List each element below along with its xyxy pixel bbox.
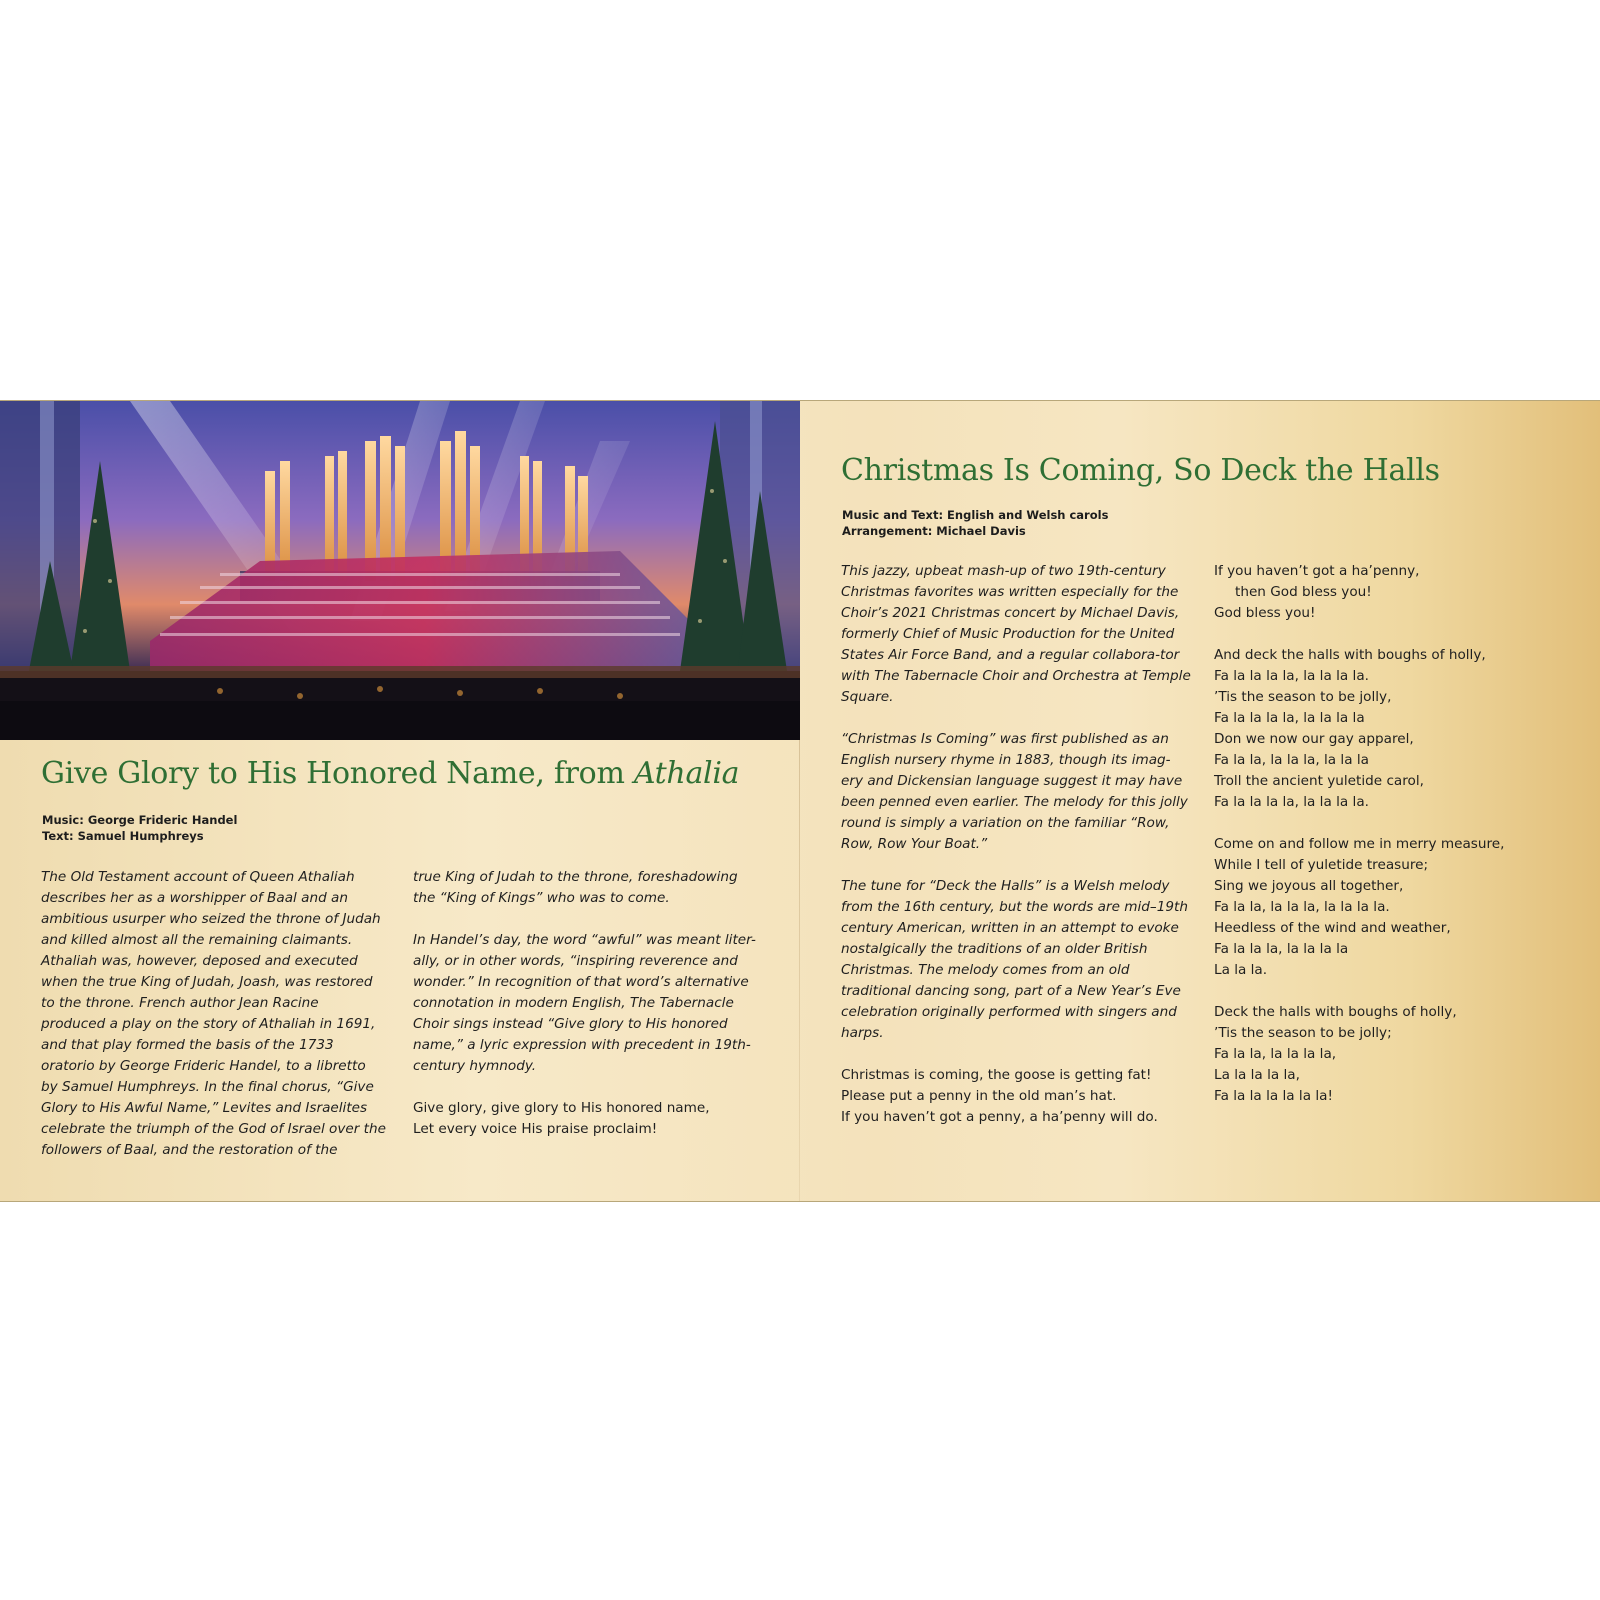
lyric-line: Give glory, give glory to His honored name, [413,1100,710,1116]
lyric-line: If you haven’t got a penny, a ha’penny will do. [841,1109,1158,1125]
lyrics-stanza-4 [1214,1002,1574,1107]
booklet-spread [0,400,1600,1202]
lyric-line: And deck the halls with boughs of holly, [1214,647,1486,663]
athalia-history-paragraph: The Old Testament account of Queen Athaliah describes her as a worshipper of Baal and an ambitious usurper who seized the throne of Judah and killed almost all the remaining claimants. Athaliah was, however, deposed and executed when the true King of Judah, Joash, was restored to the throne. French author Jean Racine produced a play on the story of Athaliah in 1691, and that play formed the basis of the 1733 oratorio by George Frideric Handel, to a libretto by Samuel Humphreys. In the final chorus, “Give Glory to His Awful Name,” Levites and Israelites celebrate the triumph of the God of Israel over the followers of Baal, and the restoration of the [41,869,386,1158]
lyric-line: Fa la la, la la la la, [1214,1046,1337,1062]
text-credit: Text: Samuel Humphreys [42,829,204,843]
right-column-2 [1214,561,1574,1107]
lyrics-stanza-2 [1214,645,1574,813]
right-column-1 [841,561,1191,1128]
lyric-line: Fa la la, la la la, la la la la. [1214,899,1390,915]
left-credits [42,812,237,844]
lyric-line: While I tell of yuletide treasure; [1214,857,1429,873]
lyric-line: Troll the ancient yuletide carol, [1214,773,1424,789]
king-of-kings-paragraph: true King of Judah to the throne, foreshadowing the “King of Kings” who was to come. [413,869,738,906]
lyric-line: Fa la la la la la la! [1214,1088,1333,1104]
christmas-is-coming-lyrics [841,1065,1191,1128]
lyric-line: Heedless of the wind and weather, [1214,920,1451,936]
lyric-line: La la la la la, [1214,1067,1300,1083]
left-lyrics [413,1098,758,1140]
lyric-line: Fa la la la la, la la la la [1214,710,1365,726]
lyric-line: If you haven’t got a ha’penny, [1214,563,1420,579]
lyric-line: Christmas is coming, the goose is getting fat! [841,1067,1152,1083]
lyric-line: Fa la la la, la la la la [1214,941,1349,957]
music-text-credit: Music and Text: English and Welsh carols [842,508,1109,522]
lyric-line: ’Tis the season to be jolly, [1214,689,1392,705]
lyric-line: Fa la la la la, la la la la. [1214,794,1369,810]
lyric-line: Please put a penny in the old man’s hat. [841,1088,1117,1104]
mashup-paragraph: This jazzy, upbeat mash-up of two 19th-century Christmas favorites was written especially for the Choir’s 2021 Christmas concert by Michael Davis, formerly Chief of Music Production for the United States Air Force Band, and a regular collabora-tor with The Tabernacle Choir and Orchestra at Temple Square. [841,563,1191,705]
left-column-1 [41,867,386,1161]
right-song-title: Christmas Is Coming, So Deck the Halls [841,453,1440,488]
left-song-title: Give Glory to His Honored Name, from Athalia [41,756,740,791]
lyric-line: Fa la la, la la la, la la la [1214,752,1369,768]
lyric-line: God bless you! [1214,605,1316,621]
lyric-line: then God bless you! [1235,584,1372,600]
deck-the-halls-paragraph: The tune for “Deck the Halls” is a Welsh melody from the 16th century, but the words are mid–19th century American, written in an attempt to evoke nostalgically the traditions of an older British Christmas. The melody comes from an old traditional dancing song, part of a New Year’s Eve celebration originally performed with singers and harps. [841,878,1188,1041]
lyric-line: Don we now our gay apparel, [1214,731,1414,747]
right-credits [842,507,1108,539]
christmas-is-coming-paragraph: “Christmas Is Coming” was first published as an English nursery rhyme in 1883, though its imag-ery and Dickensian language suggest it may have been penned even earlier. The melody for this jolly round is simply a variation on the familiar “Row, Row, Row Your Boat.” [841,731,1188,852]
lyric-line: Come on and follow me in merry measure, [1214,836,1505,852]
lyric-line: La la la. [1214,962,1268,978]
lyric-line: Let every voice His praise proclaim! [413,1121,658,1137]
lyric-line: ’Tis the season to be jolly; [1214,1025,1392,1041]
arrangement-credit: Arrangement: Michael Davis [842,524,1026,538]
lyric-line: Fa la la la la, la la la la. [1214,668,1369,684]
lyric-line: Sing we joyous all together, [1214,878,1404,894]
lyrics-stanza-3 [1214,834,1574,981]
left-column-2 [413,867,758,1140]
lyrics-stanza-1 [1214,561,1574,624]
lyric-line: Deck the halls with boughs of holly, [1214,1004,1457,1020]
awful-meaning-paragraph: In Handel’s day, the word “awful” was meant liter-ally, or in other words, “inspiring reverence and wonder.” In recognition of that word’s alternative connotation in modern English, The Tabernacle Choir sings instead “Give glory to His honored name,” a lyric expression with precedent in 19th-century hymnody. [413,932,756,1074]
concert-photo [0,401,800,740]
music-credit: Music: George Frideric Handel [42,813,238,827]
